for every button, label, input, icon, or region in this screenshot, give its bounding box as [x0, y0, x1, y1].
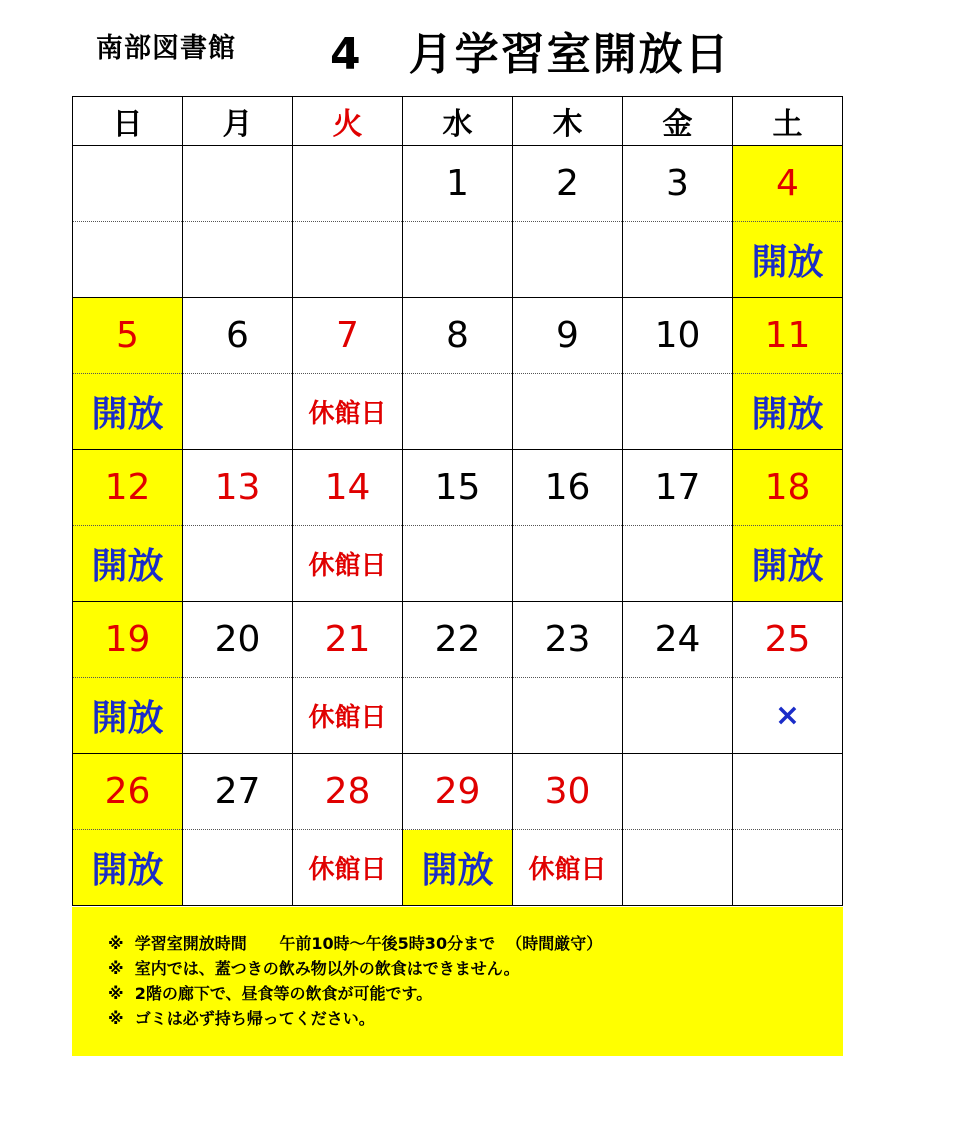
day-status-cell: [73, 830, 183, 906]
day-date-cell: 5: [73, 298, 183, 374]
day-status-cell: [623, 374, 733, 450]
day-status-cell: [733, 222, 843, 298]
day-date-cell: 19: [73, 602, 183, 678]
day-status-cell: [73, 678, 183, 754]
day-date-cell: 14: [293, 450, 403, 526]
day-date-cell: [73, 146, 183, 222]
day-date-cell: 28: [293, 754, 403, 830]
week-date-row: [73, 602, 843, 678]
day-date-cell: 30: [513, 754, 623, 830]
weekday-sat: 土: [733, 97, 843, 146]
day-status-cell: [623, 222, 733, 298]
day-status-cell: [403, 374, 513, 450]
day-date-cell: 8: [403, 298, 513, 374]
calendar-table: [72, 96, 843, 906]
day-status-cell: [183, 830, 293, 906]
open-label: 開放: [91, 546, 164, 587]
day-status-cell: [403, 526, 513, 602]
closed-label: 休館日: [308, 551, 387, 581]
day-status-cell: [513, 526, 623, 602]
day-status-cell: [623, 678, 733, 754]
cross-mark-icon: ×: [774, 698, 801, 733]
day-date-cell: 11: [733, 298, 843, 374]
note-drinks: ※ 室内では、蓋つきの飲み物以外の飲食はできません。: [108, 959, 520, 978]
day-date-cell: 6: [183, 298, 293, 374]
day-date-cell: 17: [623, 450, 733, 526]
open-label: 開放: [91, 394, 164, 435]
week-date-row: [73, 450, 843, 526]
weekday-header-row: [73, 97, 843, 146]
weekday-tue: 火: [293, 97, 403, 146]
open-label: 開放: [751, 394, 824, 435]
page-title: 4 月学習室開放日: [330, 29, 731, 80]
day-date-cell: 22: [403, 602, 513, 678]
day-date-cell: 21: [293, 602, 403, 678]
closed-label: 休館日: [528, 855, 607, 885]
week-date-row: [73, 298, 843, 374]
day-status-cell: [403, 830, 513, 906]
day-status-cell: [183, 222, 293, 298]
note-eating-area: ※ 2階の廊下で、昼食等の飲食が可能です。: [108, 984, 433, 1003]
day-date-cell: 24: [623, 602, 733, 678]
weekday-mon: 月: [183, 97, 293, 146]
day-status-cell: [73, 222, 183, 298]
weekday-thu: 木: [513, 97, 623, 146]
closed-label: 休館日: [308, 855, 387, 885]
day-date-cell: 13: [183, 450, 293, 526]
day-status-cell: [293, 526, 403, 602]
week-date-row: [73, 754, 843, 830]
day-date-cell: 23: [513, 602, 623, 678]
day-date-cell: 27: [183, 754, 293, 830]
note-trash: ※ ゴミは必ず持ち帰ってください。: [108, 1009, 375, 1028]
day-status-cell: [733, 830, 843, 906]
weekday-wed: 水: [403, 97, 513, 146]
week-status-row: [73, 830, 843, 906]
day-date-cell: 7: [293, 298, 403, 374]
calendar-body: [73, 146, 843, 906]
day-status-cell: [403, 678, 513, 754]
day-date-cell: 12: [73, 450, 183, 526]
day-status-cell: [513, 222, 623, 298]
week-status-row: [73, 526, 843, 602]
day-status-cell: [513, 678, 623, 754]
day-status-cell: [73, 526, 183, 602]
library-name: 南部図書館: [96, 33, 236, 64]
week-status-row: [73, 374, 843, 450]
day-date-cell: 10: [623, 298, 733, 374]
day-date-cell: 26: [73, 754, 183, 830]
day-status-cell: [183, 526, 293, 602]
day-status-cell: [733, 526, 843, 602]
note-hours: ※ 学習室開放時間 午前10時～午後5時30分まで （時間厳守）: [108, 934, 603, 953]
week-status-row: [73, 222, 843, 298]
day-date-cell: 25: [733, 602, 843, 678]
day-date-cell: 9: [513, 298, 623, 374]
day-status-cell: [293, 374, 403, 450]
day-date-cell: 4: [733, 146, 843, 222]
day-status-cell: [513, 830, 623, 906]
day-status-cell: [623, 830, 733, 906]
day-date-cell: 15: [403, 450, 513, 526]
day-date-cell: [293, 146, 403, 222]
day-date-cell: 16: [513, 450, 623, 526]
closed-label: 休館日: [308, 703, 387, 733]
closed-label: 休館日: [308, 399, 387, 429]
day-status-cell: [733, 678, 843, 754]
day-date-cell: 29: [403, 754, 513, 830]
day-status-cell: [623, 526, 733, 602]
day-date-cell: 20: [183, 602, 293, 678]
day-status-cell: [733, 374, 843, 450]
day-status-cell: [293, 830, 403, 906]
open-label: 開放: [751, 546, 824, 587]
open-label: 開放: [91, 698, 164, 739]
week-status-row: [73, 678, 843, 754]
day-status-cell: [513, 374, 623, 450]
weekday-sun: 日: [73, 97, 183, 146]
day-status-cell: [403, 222, 513, 298]
day-date-cell: 3: [623, 146, 733, 222]
day-status-cell: [293, 678, 403, 754]
open-label: 開放: [91, 850, 164, 891]
week-date-row: [73, 146, 843, 222]
day-status-cell: [293, 222, 403, 298]
day-date-cell: [623, 754, 733, 830]
day-date-cell: 1: [403, 146, 513, 222]
day-date-cell: [183, 146, 293, 222]
day-status-cell: [183, 678, 293, 754]
open-label: 開放: [421, 850, 494, 891]
notes-box: [72, 907, 843, 1056]
day-date-cell: 2: [513, 146, 623, 222]
day-status-cell: [73, 374, 183, 450]
day-status-cell: [183, 374, 293, 450]
day-date-cell: [733, 754, 843, 830]
open-label: 開放: [751, 242, 824, 283]
weekday-fri: 金: [623, 97, 733, 146]
day-date-cell: 18: [733, 450, 843, 526]
